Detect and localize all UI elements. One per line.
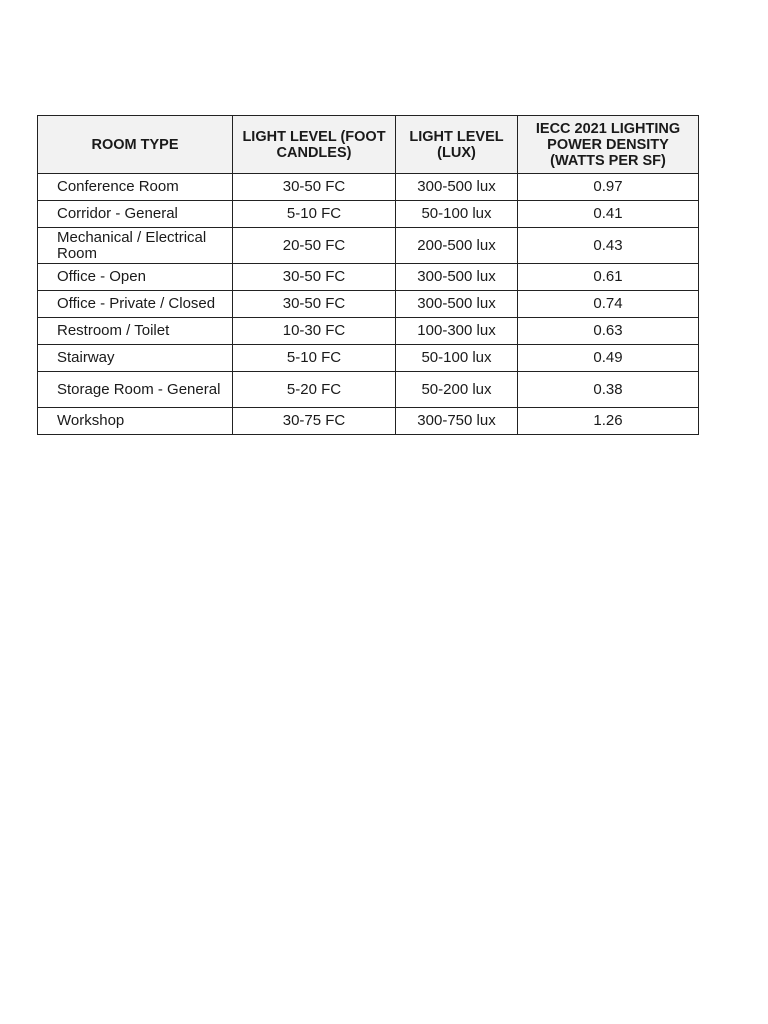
power-density-cell: 0.49 bbox=[518, 345, 699, 372]
header-power-density: IECC 2021 LIGHTING POWER DENSITY (WATTS PER SF) bbox=[518, 116, 699, 174]
lux-cell: 300-750 lux bbox=[396, 408, 518, 435]
room-type-cell: Office - Private / Closed bbox=[38, 291, 233, 318]
power-density-cell: 0.41 bbox=[518, 201, 699, 228]
power-density-cell: 0.38 bbox=[518, 372, 699, 408]
table-row bbox=[38, 201, 699, 228]
lux-cell: 300-500 lux bbox=[396, 264, 518, 291]
room-type-cell: Stairway bbox=[38, 345, 233, 372]
foot-candles-cell: 5-20 FC bbox=[233, 372, 396, 408]
foot-candles-cell: 10-30 FC bbox=[233, 318, 396, 345]
power-density-cell: 0.74 bbox=[518, 291, 699, 318]
lux-cell: 200-500 lux bbox=[396, 228, 518, 264]
power-density-cell: 0.61 bbox=[518, 264, 699, 291]
room-type-cell: Office - Open bbox=[38, 264, 233, 291]
foot-candles-cell: 30-50 FC bbox=[233, 291, 396, 318]
lux-cell: 100-300 lux bbox=[396, 318, 518, 345]
room-type-cell: Storage Room - General bbox=[38, 372, 233, 408]
table-row bbox=[38, 318, 699, 345]
power-density-cell: 0.43 bbox=[518, 228, 699, 264]
header-light-level-fc: LIGHT LEVEL (FOOT CANDLES) bbox=[233, 116, 396, 174]
lux-cell: 50-100 lux bbox=[396, 345, 518, 372]
table-row bbox=[38, 264, 699, 291]
room-type-cell: Workshop bbox=[38, 408, 233, 435]
table-row bbox=[38, 345, 699, 372]
power-density-cell: 0.97 bbox=[518, 174, 699, 201]
power-density-cell: 1.26 bbox=[518, 408, 699, 435]
lux-cell: 300-500 lux bbox=[396, 291, 518, 318]
foot-candles-cell: 30-50 FC bbox=[233, 174, 396, 201]
lux-cell: 50-200 lux bbox=[396, 372, 518, 408]
lux-cell: 300-500 lux bbox=[396, 174, 518, 201]
foot-candles-cell: 5-10 FC bbox=[233, 345, 396, 372]
room-type-cell: Restroom / Toilet bbox=[38, 318, 233, 345]
lux-cell: 50-100 lux bbox=[396, 201, 518, 228]
room-type-cell: Mechanical / Electrical Room bbox=[38, 228, 233, 264]
table-row bbox=[38, 408, 699, 435]
room-type-cell: Corridor - General bbox=[38, 201, 233, 228]
room-type-cell: Conference Room bbox=[38, 174, 233, 201]
power-density-cell: 0.63 bbox=[518, 318, 699, 345]
header-room-type: ROOM TYPE bbox=[38, 116, 233, 174]
foot-candles-cell: 5-10 FC bbox=[233, 201, 396, 228]
table-row bbox=[38, 228, 699, 264]
table-header-row bbox=[38, 116, 699, 174]
foot-candles-cell: 30-75 FC bbox=[233, 408, 396, 435]
table-row bbox=[38, 372, 699, 408]
foot-candles-cell: 20-50 FC bbox=[233, 228, 396, 264]
header-light-level-lux: LIGHT LEVEL (LUX) bbox=[396, 116, 518, 174]
table-row bbox=[38, 174, 699, 201]
foot-candles-cell: 30-50 FC bbox=[233, 264, 396, 291]
table-row bbox=[38, 291, 699, 318]
lighting-levels-table bbox=[37, 115, 699, 435]
